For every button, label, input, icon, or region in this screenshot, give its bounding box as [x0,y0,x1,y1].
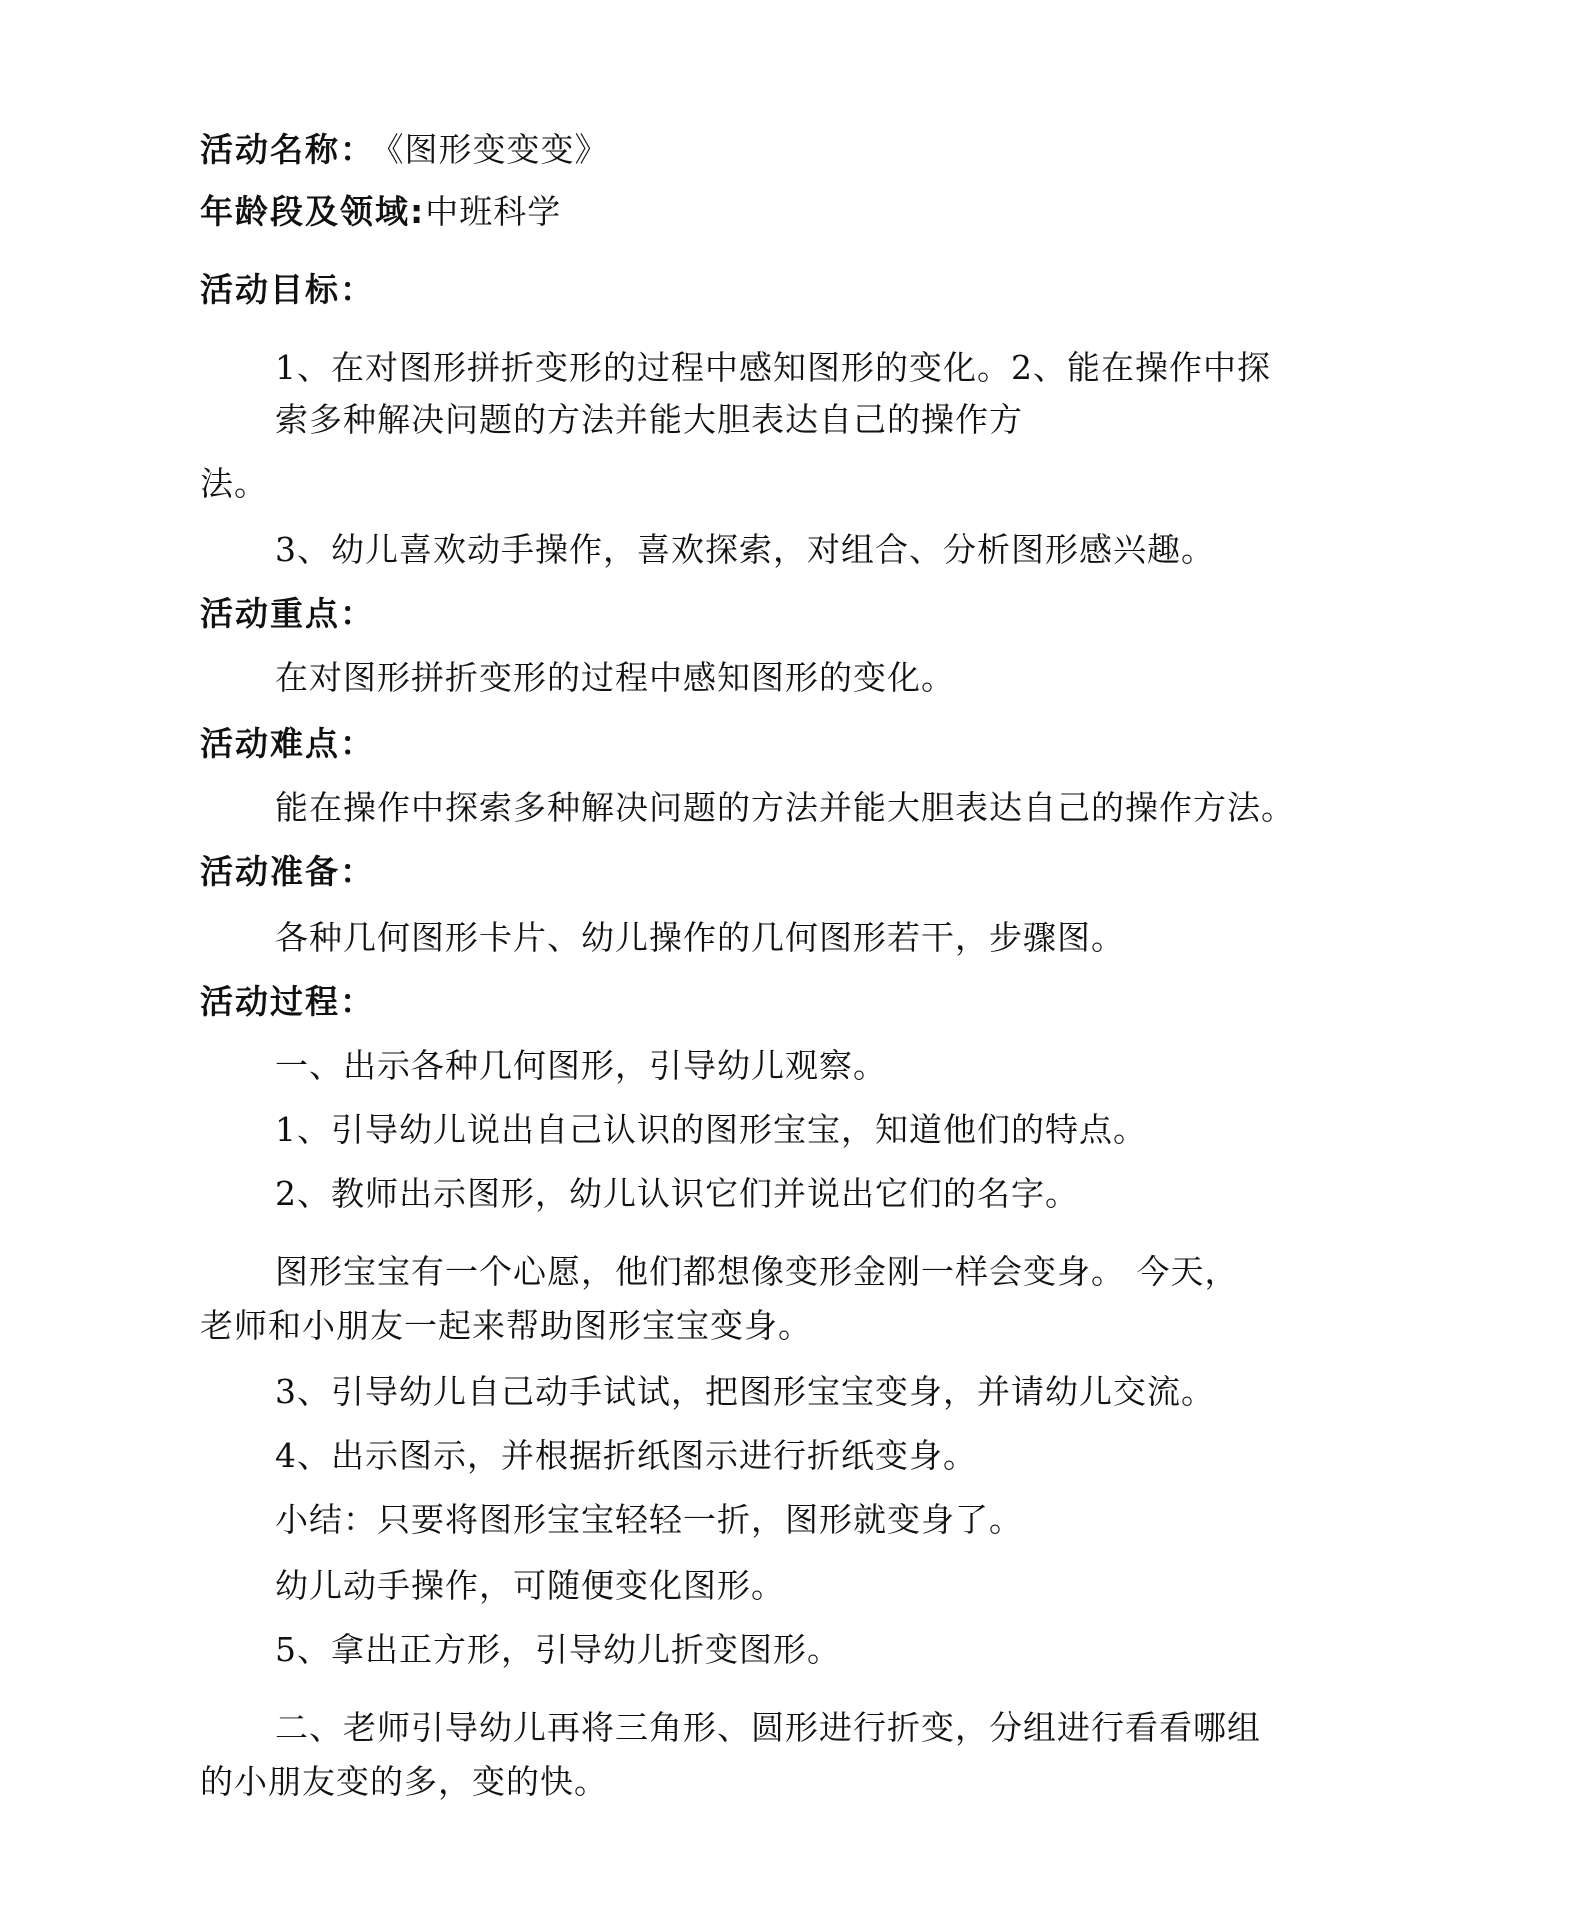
process-line: 2、教师出示图形，幼儿认识它们并说出它们的名字。 [275,1174,1079,1213]
process-line: 1、引导幼儿说出自己认识的图形宝宝，知道他们的特点。 [275,1110,1147,1149]
goal-line: 1、在对图形拼折变形的过程中感知图形的变化。2、能在操作中探 [275,348,1271,387]
preparation-heading: 活动准备： [200,852,375,891]
process-line: 图形宝宝有一个心愿，他们都想像变形金刚一样会变身。 今天， [275,1252,1239,1291]
goal-line: 法。 [200,464,268,503]
key-point-text: 在对图形拼折变形的过程中感知图形的变化。 [275,658,955,697]
age-domain-value: 中班科学 [425,192,562,231]
process-heading: 活动过程： [200,982,375,1021]
process-line: 4、出示图示，并根据折纸图示进行折纸变身。 [275,1436,977,1475]
activity-name-line [200,130,609,170]
difficulty-heading: 活动难点： [200,724,375,763]
process-line: 5、拿出正方形，引导幼儿折变图形。 [275,1630,841,1669]
process-line: 二、老师引导幼儿再将三角形、圆形进行折变，分组进行看看哪组 [275,1708,1261,1747]
key-point-heading: 活动重点： [200,594,375,633]
age-domain-label: 年龄段及领域: [200,192,426,231]
age-domain-line [200,192,561,232]
process-line: 的小朋友变的多，变的快。 [200,1762,608,1801]
goals-heading: 活动目标： [200,270,375,309]
difficulty-text: 能在操作中探索多种解决问题的方法并能大胆表达自己的操作方法。 [275,788,1295,827]
goal-line: 3、幼儿喜欢动手操作，喜欢探索，对组合、分析图形感兴趣。 [275,530,1215,569]
activity-name-value: 《图形变变变》 [387,130,609,169]
process-line: 小结：只要将图形宝宝轻轻一折，图形就变身了。 [275,1500,1023,1539]
process-line: 幼儿动手操作，可随便变化图形。 [275,1566,785,1605]
process-line: 3、引导幼儿自己动手试试，把图形宝宝变身，并请幼儿交流。 [275,1372,1215,1411]
process-line: 一、出示各种几何图形，引导幼儿观察。 [275,1046,887,1085]
preparation-text: 各种几何图形卡片、幼儿操作的几何图形若干，步骤图。 [275,918,1125,957]
process-line: 老师和小朋友一起来帮助图形宝宝变身。 [200,1306,812,1345]
goal-line: 索多种解决问题的方法并能大胆表达自己的操作方 [275,400,1023,439]
activity-name-label: 活动名称： [200,130,375,169]
